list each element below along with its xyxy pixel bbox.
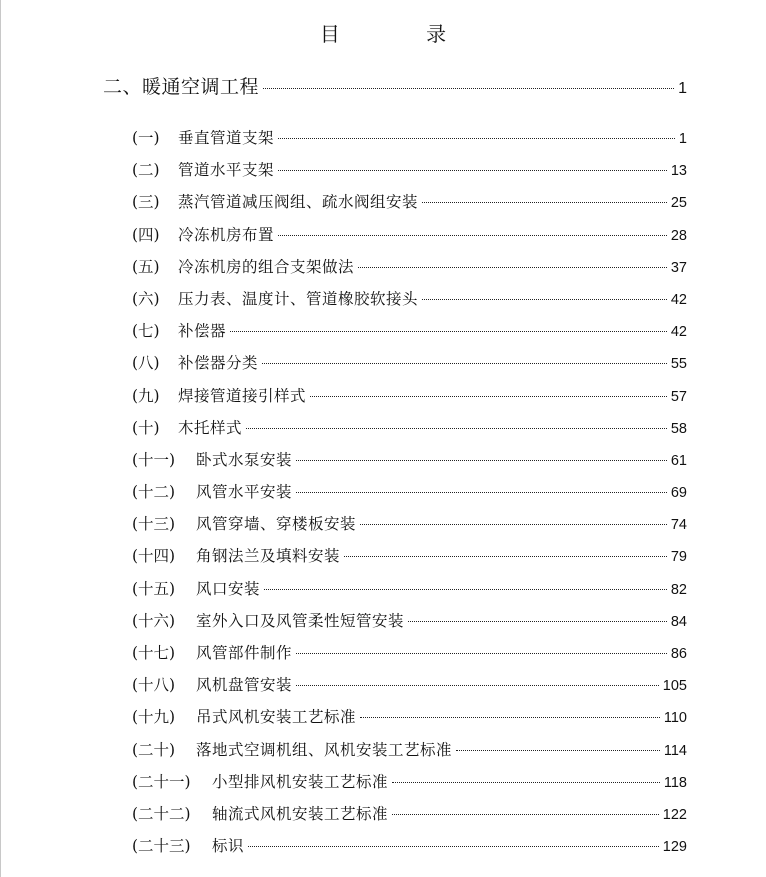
toc-entry-page-number: 42: [670, 291, 687, 308]
toc-entry-label: 补偿器: [178, 322, 227, 341]
dot-leader: [360, 717, 660, 718]
toc-entry-number: (六): [132, 289, 160, 308]
toc-entry-label: 冷冻机房布置: [178, 225, 275, 244]
toc-entry-page-number: 84: [670, 613, 687, 630]
dot-leader: [296, 460, 667, 461]
dot-leader: [422, 202, 667, 203]
dot-leader: [296, 653, 667, 654]
dot-leader: [296, 492, 667, 493]
toc-entry-page-number: 105: [662, 678, 687, 695]
toc-entry-label: 压力表、温度计、管道橡胶软接头: [178, 289, 419, 308]
toc-entry-number: (二十二): [132, 804, 191, 823]
toc-entry-list: [132, 122, 687, 862]
toc-entry-label: 木托样式: [178, 418, 243, 437]
toc-entry-label: 管道水平支架: [178, 161, 275, 180]
toc-entry-number: (十三): [132, 515, 176, 534]
toc-entry-label: 风管穿墙、穿楼板安装: [196, 515, 357, 534]
dot-leader: [392, 814, 659, 815]
dot-leader: [360, 524, 667, 525]
toc-entry-label: 卧式水泵安装: [196, 450, 293, 469]
toc-entry-number: (十): [132, 418, 160, 437]
toc-entry-page-number: 57: [670, 388, 687, 405]
toc-entry[interactable]: [132, 315, 687, 347]
toc-entry-page-number: 114: [663, 742, 687, 759]
toc-entry[interactable]: [132, 186, 687, 218]
toc-entry-number: (一): [132, 129, 160, 147]
page-left-border: [0, 0, 1, 877]
toc-entry[interactable]: [132, 476, 687, 508]
dot-leader: [422, 299, 667, 300]
toc-entry-page-number: 28: [670, 227, 687, 244]
dot-leader: [262, 363, 667, 364]
dot-leader: [278, 138, 675, 139]
toc-entry[interactable]: [132, 444, 687, 476]
toc-entry[interactable]: [132, 766, 687, 798]
toc-entry-number: (九): [132, 386, 160, 405]
dot-leader: [392, 782, 660, 783]
toc-entry[interactable]: [132, 701, 687, 733]
toc-entry-label: 小型排风机安装工艺标准: [212, 772, 389, 791]
toc-entry-label: 室外入口及风管柔性短管安装: [196, 611, 405, 630]
toc-entry[interactable]: [132, 830, 687, 862]
toc-entry-page-number: 110: [663, 710, 687, 727]
toc-entry-page-number: 129: [662, 839, 687, 856]
toc-entry-page-number: 118: [663, 774, 687, 791]
toc-entry-number: (十五): [132, 579, 176, 598]
dot-leader: [408, 621, 667, 622]
toc-entry[interactable]: [132, 412, 687, 444]
toc-entry[interactable]: [132, 669, 687, 701]
toc-entry[interactable]: [132, 573, 687, 605]
toc-entry-page-number: 55: [670, 356, 687, 373]
toc-entry-number: (二十三): [132, 837, 191, 856]
toc-entry-number: (八): [132, 354, 160, 373]
toc-entry-number: (二十): [132, 740, 176, 759]
toc-entry-page-number: 58: [670, 420, 687, 437]
toc-entry-label: 焊接管道接引样式: [178, 386, 307, 405]
toc-entry-number: (七): [132, 322, 160, 341]
toc-entry-number: (十七): [132, 644, 176, 662]
toc-entry[interactable]: [132, 605, 687, 637]
toc-entry-page-number: 79: [670, 549, 687, 566]
toc-entry[interactable]: [132, 380, 687, 412]
toc-entry-number: (十二): [132, 483, 176, 502]
toc-entry-label: 吊式风机安装工艺标准: [196, 708, 357, 727]
toc-entry[interactable]: [132, 798, 687, 830]
toc-entry-label: 标识: [212, 837, 245, 856]
dot-leader: [230, 331, 667, 332]
toc-entry[interactable]: [132, 637, 687, 669]
toc-entry-page-number: 1: [678, 131, 687, 147]
toc-entry-number: (十四): [132, 547, 176, 566]
toc-entry[interactable]: [132, 154, 687, 186]
toc-entry[interactable]: [132, 540, 687, 572]
toc-entry-page-number: 122: [662, 806, 687, 823]
toc-entry-number: (三): [132, 193, 160, 212]
toc-entry[interactable]: [132, 508, 687, 540]
toc-entry-number: (二): [132, 161, 160, 180]
toc-entry-number: (四): [132, 225, 160, 244]
toc-entry-page-number: 42: [670, 324, 687, 341]
toc-section-page-number: 1: [678, 80, 687, 97]
toc-entry-page-number: 82: [670, 581, 687, 598]
toc-entry-number: (十九): [132, 708, 176, 727]
dot-leader: [296, 685, 659, 686]
toc-section-label: 二、暖通空调工程: [103, 76, 260, 98]
toc-section-heating-ventilation[interactable]: [103, 72, 687, 99]
toc-entry-number: (五): [132, 257, 160, 276]
toc-entry-page-number: 86: [670, 646, 687, 662]
toc-entry-label: 垂直管道支架: [178, 129, 275, 147]
dot-leader: [344, 556, 667, 557]
toc-entry-page-number: 25: [670, 195, 687, 212]
toc-entry[interactable]: [132, 347, 687, 379]
toc-entry-label: 风管水平安装: [196, 483, 293, 502]
dot-leader: [278, 170, 667, 171]
dot-leader: [358, 267, 667, 268]
dot-leader: [246, 428, 667, 429]
toc-entry[interactable]: [132, 122, 687, 154]
toc-entry-page-number: 74: [670, 517, 687, 534]
dot-leader: [456, 750, 660, 751]
toc-entry-label: 落地式空调机组、风机安装工艺标准: [196, 740, 453, 759]
toc-entry-label: 蒸汽管道减压阀组、疏水阀组安装: [178, 193, 419, 212]
toc-entry[interactable]: [132, 283, 687, 315]
dot-leader: [278, 235, 667, 236]
toc-entry-label: 补偿器分类: [178, 354, 259, 373]
toc-entry-label: 风管部件制作: [196, 644, 293, 662]
toc-title: 目 录: [319, 22, 487, 46]
toc-entry-number: (十八): [132, 676, 176, 695]
toc-entry-label: 风机盘管安装: [196, 676, 293, 695]
dot-leader: [310, 396, 667, 397]
toc-entry-label: 风口安装: [196, 579, 261, 598]
toc-entry-page-number: 69: [670, 485, 687, 502]
dot-leader: [264, 589, 667, 590]
toc-entry-number: (十六): [132, 611, 176, 630]
toc-entry[interactable]: [132, 251, 687, 283]
toc-entry-number: (十一): [132, 450, 176, 469]
toc-entry-page-number: 13: [670, 163, 687, 180]
toc-entry-number: (二十一): [132, 772, 191, 791]
toc-entry-label: 轴流式风机安装工艺标准: [212, 804, 389, 823]
toc-entry-label: 角钢法兰及填料安装: [196, 547, 341, 566]
dot-leader: [263, 88, 674, 89]
dot-leader: [248, 846, 659, 847]
toc-entry[interactable]: [132, 734, 687, 766]
toc-entry-label: 冷冻机房的组合支架做法: [178, 257, 355, 276]
toc-entry-page-number: 61: [670, 452, 687, 469]
toc-entry[interactable]: [132, 219, 687, 251]
toc-entry-page-number: 37: [670, 259, 687, 276]
